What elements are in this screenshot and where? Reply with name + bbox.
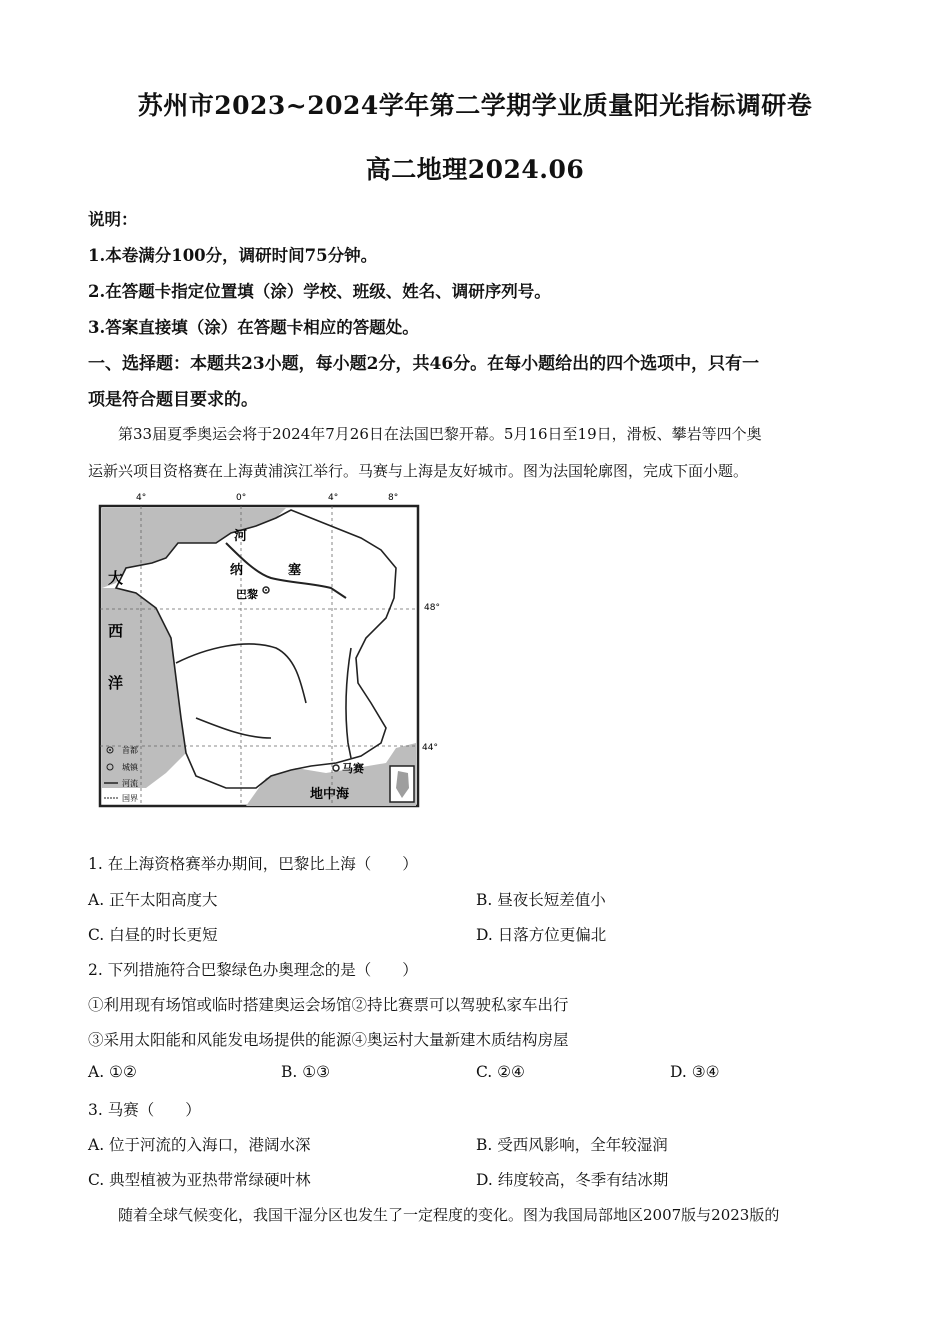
- passage-line: 运新兴项目资格赛在上海黄浦滨江举行。马赛与上海是友好城市。图为法国轮廓图，完成下面小题。: [88, 462, 749, 480]
- legend-item: 河流: [122, 779, 138, 788]
- france-map: [96, 488, 446, 810]
- section-heading: 一、选择题：本题共23小题，每小题2分，共46分。在每小题给出的四个选项中，只有一: [88, 354, 760, 374]
- river-label: 纳: [230, 563, 244, 578]
- legend-item: 国界: [122, 794, 138, 803]
- lon-label: 4°: [136, 493, 147, 503]
- notes-heading: 说明：: [88, 210, 138, 229]
- legend-item: 首都: [122, 746, 138, 755]
- option-c[interactable]: C. ②④: [476, 1063, 525, 1081]
- river-label: 河: [234, 529, 248, 544]
- note-item: 2.在答题卡指定位置填（涂）学校、班级、姓名、调研序列号。: [88, 282, 551, 301]
- option-b[interactable]: B. 受西风影响，全年较湿润: [476, 1136, 668, 1154]
- river-label: 塞: [288, 563, 302, 578]
- lon-label: 4°: [328, 493, 339, 503]
- lon-label: 0°: [236, 493, 247, 503]
- option-d[interactable]: D. ③④: [670, 1063, 720, 1081]
- question-stem: 1. 在上海资格赛举办期间，巴黎比上海（ ）: [88, 855, 418, 873]
- option-a[interactable]: A. 正午太阳高度大: [88, 891, 218, 909]
- passage-line: 第33届夏季奥运会将于2024年7月26日在法国巴黎开幕。5月16日至19日，滑板、攀岩等四个奥: [118, 425, 762, 443]
- option-d[interactable]: D. 纬度较高，冬季有结冰期: [476, 1171, 669, 1189]
- lon-label: 8°: [388, 493, 399, 503]
- option-b[interactable]: B. ①③: [281, 1063, 331, 1081]
- question-statement: ①利用现有场馆或临时搭建奥运会场馆②持比赛票可以驾驶私家车出行: [88, 996, 569, 1014]
- city-label: 马赛: [342, 762, 364, 775]
- sea-label: 地中海: [310, 787, 350, 802]
- sea-label: 西: [108, 622, 124, 640]
- question-statement: ③采用太阳能和风能发电场提供的能源④奥运村大量新建木质结构房屋: [88, 1031, 569, 1049]
- option-c[interactable]: C. 典型植被为亚热带常绿硬叶林: [88, 1171, 311, 1189]
- lat-label: 48°: [424, 603, 440, 613]
- option-d[interactable]: D. 日落方位更偏北: [476, 926, 607, 944]
- question-stem: 2. 下列措施符合巴黎绿色办奥理念的是（ ）: [88, 961, 418, 979]
- sea-label: 大: [108, 569, 124, 587]
- option-a[interactable]: A. ①②: [88, 1063, 137, 1081]
- lat-label: 44°: [422, 743, 438, 753]
- exam-subtitle: 高二地理2024.06: [365, 155, 585, 184]
- option-a[interactable]: A. 位于河流的入海口，港阔水深: [88, 1136, 311, 1154]
- note-item: 3.答案直接填（涂）在答题卡相应的答题处。: [88, 318, 419, 337]
- option-b[interactable]: B. 昼夜长短差值小: [476, 891, 606, 909]
- note-item: 1.本卷满分100分，调研时间75分钟。: [88, 246, 378, 265]
- sea-label: 洋: [108, 674, 124, 692]
- passage-line: 随着全球气候变化，我国干湿分区也发生了一定程度的变化。图为我国局部地区2007版与2023版的: [118, 1206, 780, 1224]
- city-label: 巴黎: [236, 588, 258, 601]
- question-stem: 3. 马赛（ ）: [88, 1101, 201, 1119]
- legend-item: 城镇: [122, 763, 138, 772]
- section-heading-cont: 项是符合题目要求的。: [88, 390, 258, 410]
- exam-title: 苏州市2023~2024学年第二学期学业质量阳光指标调研卷: [137, 91, 813, 120]
- option-c[interactable]: C. 白昼的时长更短: [88, 926, 218, 944]
